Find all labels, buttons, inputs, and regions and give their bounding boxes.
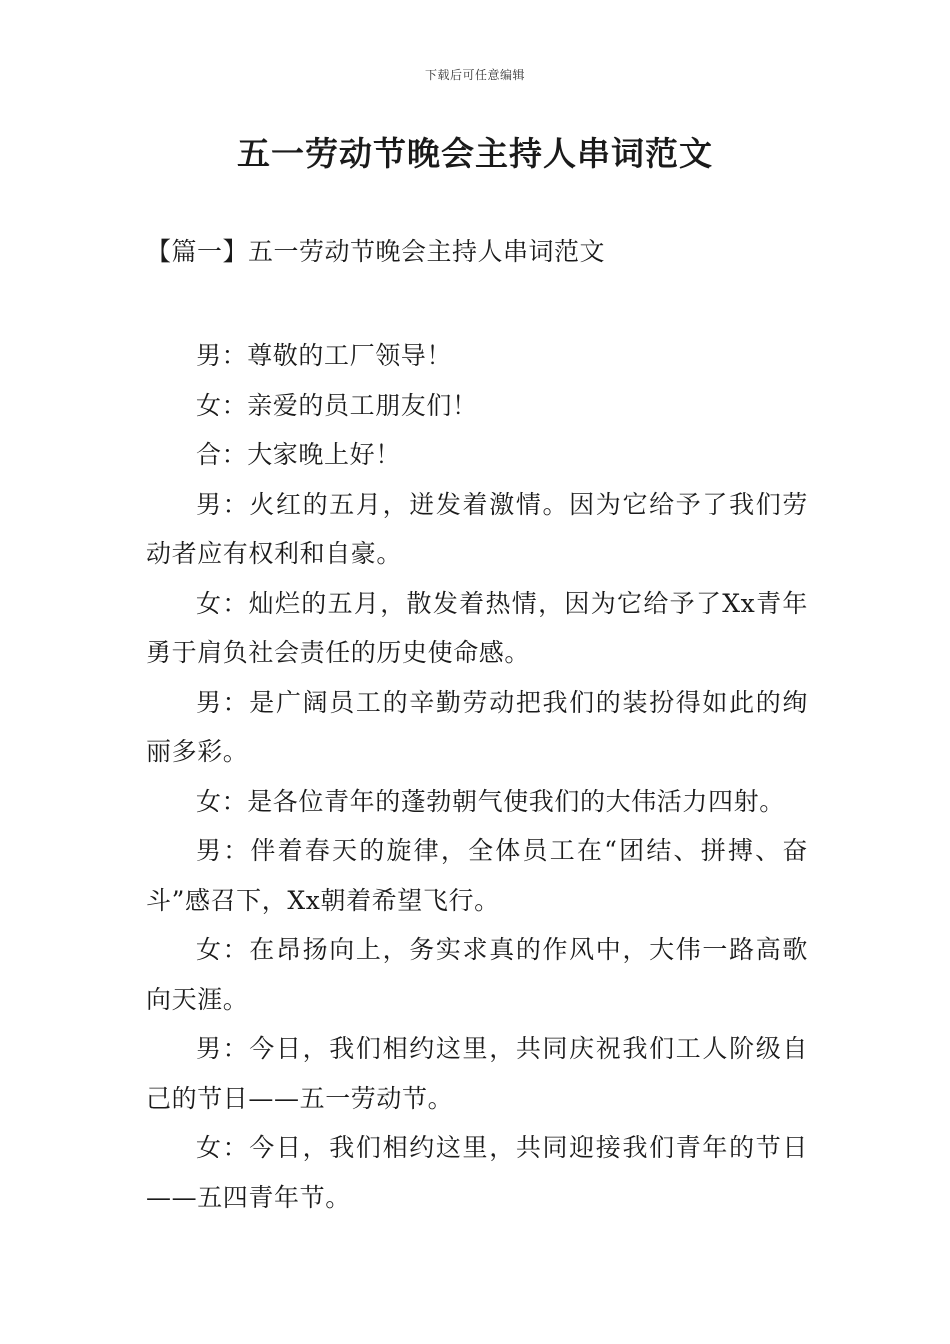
paragraph: 男：今日，我们相约这里，共同庆祝我们工人阶级自己的节日——五一劳动节。 [146, 1034, 808, 1113]
section-heading: 【篇一】五一劳动节晚会主持人串词范文 [146, 237, 606, 266]
paragraph: 女：在昂扬向上，务实求真的作风中，大伟一路高歌向天涯。 [146, 935, 808, 1014]
paragraph: 女：灿烂的五月，散发着热情，因为它给予了Xx青年勇于肩负社会责任的历史使命感。 [146, 588, 808, 667]
paragraph: 男：伴着春天的旋律，全体员工在“团结、拼搏、奋斗”感召下，Xx朝着希望飞行。 [146, 836, 808, 915]
paragraph: 女：是各位青年的蓬勃朝气使我们的大伟活力四射。 [196, 786, 785, 816]
header-note: 下载后可任意编辑 [424, 68, 525, 82]
document-body [146, 331, 808, 1222]
document-title: 五一劳动节晚会主持人串词范文 [237, 134, 713, 173]
paragraph: 男：火红的五月，迸发着激情。因为它给予了我们劳动者应有权利和自豪。 [146, 489, 808, 568]
paragraph: 男：是广阔员工的辛勤劳动把我们的装扮得如此的绚丽多彩。 [146, 687, 808, 766]
paragraph: 合：大家晚上好！ [196, 440, 401, 469]
paragraph: 女：今日，我们相约这里，共同迎接我们青年的节日——五四青年节。 [146, 1133, 808, 1212]
paragraph: 男：尊敬的工厂领导！ [196, 341, 453, 370]
paragraph: 女：亲爱的员工朋友们！ [196, 390, 478, 420]
